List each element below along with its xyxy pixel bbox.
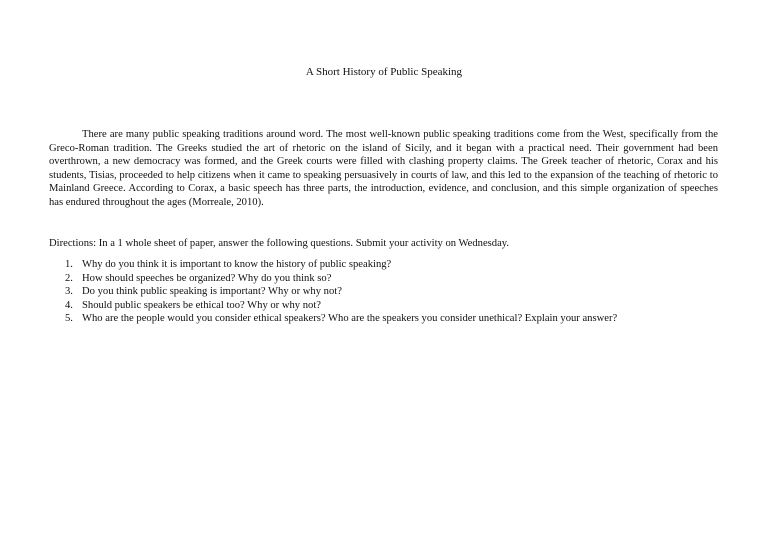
question-number: 2. [65, 272, 73, 284]
question-text: Who are the people would you consider ethical speakers? Who are the speakers you consider unethical? Explain your answer? [82, 313, 618, 325]
history-paragraph: There are many public speaking traditions around word. The most well-known public speaking traditions come from the West, specifically from the Greco-Roman tradition. The Greeks studied the art of rhetoric on the island of Sicily, and it began with a practical need. Their government had been overthrown, a new democracy was formed, and the Greek courts were filled with clashing property claims. The Greek teacher of rhetoric, Corax and his students, Tisias, proceeded to help citizens when it came to speaking persuasively in courts of law, and this led to the expansion of the teaching of rhetoric to Mainland Greece. According to Corax, a basic speech has three parts, the introduction, evidence, and conclusion, and this simple organization of speeches has endured throughout the ages (Morreale, 2010). [49, 129, 718, 208]
document-title: A Short History of Public Speaking [305, 66, 463, 78]
question-text: Should public speakers be ethical too? Why or why not? [82, 299, 321, 311]
question-item [49, 312, 729, 326]
question-text: How should speeches be organized? Why do you think so? [82, 272, 332, 284]
question-number: 1. [65, 259, 73, 270]
question-number: 5. [65, 313, 73, 325]
question-list [49, 258, 729, 326]
question-item [49, 299, 729, 313]
question-item [49, 285, 729, 299]
question-number: 3. [65, 286, 73, 298]
question-item [49, 258, 729, 272]
question-item [49, 272, 729, 286]
question-text: Do you think public speaking is important? Why or why not? [82, 286, 342, 298]
question-number: 4. [65, 299, 73, 311]
question-text: Why do you think it is important to know the history of public speaking? [82, 259, 392, 270]
directions-text: Directions: In a 1 whole sheet of paper, answer the following questions. Submit your activity on Wednesday. [49, 238, 510, 249]
